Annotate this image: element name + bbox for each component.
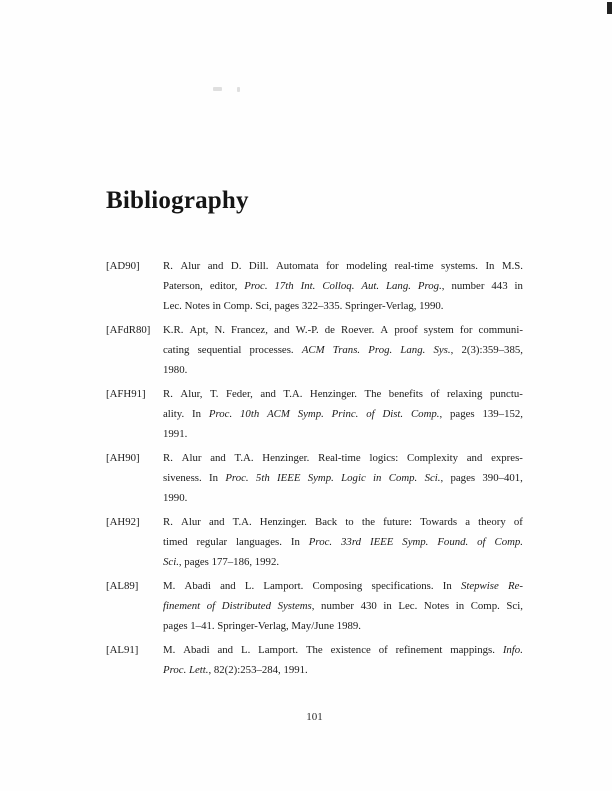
bib-line: Sci., pages 177–186, 1992. bbox=[163, 556, 280, 568]
bib-line: pages 1–41. Springer-Verlag, May/June 1989. bbox=[163, 620, 361, 632]
chapter-title: Bibliography bbox=[106, 187, 249, 214]
bib-entry-label: [AD90] bbox=[106, 260, 140, 272]
bibliography-list bbox=[106, 256, 523, 684]
bib-entry bbox=[106, 320, 523, 380]
bib-entry-text bbox=[163, 640, 523, 680]
scan-artifact bbox=[237, 87, 240, 92]
bib-entry-label: [AL89] bbox=[106, 580, 139, 592]
bib-line: R. Alur and T.A. Henzinger. Back to the future: Towards a theory of bbox=[163, 516, 523, 528]
bib-line: Proc. Lett., 82(2):253–284, 1991. bbox=[163, 664, 308, 676]
bib-entry bbox=[106, 512, 523, 572]
bib-line: M. Abadi and L. Lamport. Composing specifications. In Stepwise Re- bbox=[163, 580, 523, 592]
bib-line: 1990. bbox=[163, 492, 188, 504]
bib-line: K.R. Apt, N. Francez, and W.-P. de Roever. A proof system for communi- bbox=[163, 324, 523, 336]
bib-line: Paterson, editor, Proc. 17th Int. Colloq. Aut. Lang. Prog., number 443 in bbox=[163, 280, 523, 292]
bib-entry-text bbox=[163, 320, 523, 380]
bib-line: 1980. bbox=[163, 364, 188, 376]
bib-line: Lec. Notes in Comp. Sci, pages 322–335. Springer-Verlag, 1990. bbox=[163, 300, 444, 312]
bib-entry-label: [AH90] bbox=[106, 452, 140, 464]
bib-entry bbox=[106, 640, 523, 680]
bib-entry bbox=[106, 256, 523, 316]
bib-line: 1991. bbox=[163, 428, 188, 440]
page-footer bbox=[106, 711, 523, 723]
page-number: 101 bbox=[306, 711, 323, 723]
bib-line: timed regular languages. In Proc. 33rd IEEE Symp. Found. of Comp. bbox=[163, 536, 523, 548]
bib-entry-label: [AFH91] bbox=[106, 388, 146, 400]
bib-entry bbox=[106, 448, 523, 508]
bib-entry-label: [AL91] bbox=[106, 644, 139, 656]
bib-entry-label: [AH92] bbox=[106, 516, 140, 528]
scan-artifact bbox=[213, 87, 222, 91]
bib-entry-text bbox=[163, 256, 523, 316]
bib-line: R. Alur, T. Feder, and T.A. Henzinger. The benefits of relaxing punctu- bbox=[163, 388, 523, 400]
bib-entry-text bbox=[163, 576, 523, 636]
scan-corner-mark bbox=[607, 2, 612, 14]
bib-entry-text bbox=[163, 384, 523, 444]
bib-line: cating sequential processes. ACM Trans. Prog. Lang. Sys., 2(3):359–385, bbox=[163, 344, 523, 356]
bib-line: R. Alur and T.A. Henzinger. Real-time logics: Complexity and expres- bbox=[163, 452, 523, 464]
bib-line: M. Abadi and L. Lamport. The existence of refinement mappings. Info. bbox=[163, 644, 523, 656]
bib-line: siveness. In Proc. 5th IEEE Symp. Logic in Comp. Sci., pages 390–401, bbox=[163, 472, 523, 484]
bib-entry bbox=[106, 576, 523, 636]
bib-line: finement of Distributed Systems, number 430 in Lec. Notes in Comp. Sci, bbox=[163, 600, 523, 612]
bib-line: ality. In Proc. 10th ACM Symp. Princ. of Dist. Comp., pages 139–152, bbox=[163, 408, 523, 420]
bib-entry bbox=[106, 384, 523, 444]
bib-line: R. Alur and D. Dill. Automata for modeling real-time systems. In M.S. bbox=[163, 260, 523, 272]
bib-entry-text bbox=[163, 448, 523, 508]
bib-entry-label: [AFdR80] bbox=[106, 324, 151, 336]
bib-entry-text bbox=[163, 512, 523, 572]
